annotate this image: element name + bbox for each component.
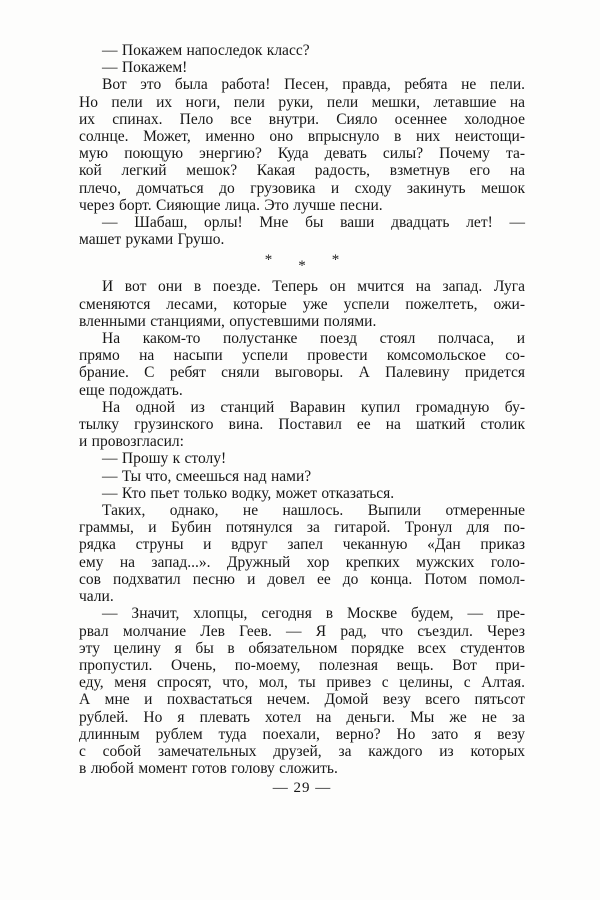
text-line: брание. С ребят сняли выговоры. А Палевину придется — [79, 364, 525, 382]
text-line: вленными станциями, опустевшими полями. — [79, 312, 377, 330]
text-line: А мне и похвастаться нечем. Домой везу всего пятьсот — [79, 691, 525, 709]
section-separator — [79, 248, 525, 278]
text-line: еду, меня спросят, что, мол, ты привез с целины, с Алтая. — [79, 674, 525, 692]
page-text — [79, 42, 525, 777]
text-line: — Ты что, смеешься над нами? — [102, 467, 312, 485]
text-line: — Значит, хлопцы, сегодня в Москве будем, — пре- — [102, 605, 525, 623]
text-line: еще подождать. — [79, 381, 183, 399]
text-line: сменяются лесами, которые уже успели пожелтеть, ожи- — [79, 295, 525, 313]
asterisk-icon: * — [298, 258, 306, 275]
text-line: На одной из станций Варавин купил громадную бу- — [102, 398, 525, 416]
text-line: в любой момент готов голову сложить. — [79, 760, 338, 778]
text-line: рвал молчание Лев Геев. — Я рад, что съездил. Через — [79, 622, 525, 640]
text-line: — Прошу к столу! — [102, 450, 227, 468]
text-line: через борт. Сияющие лица. Это лучше песни. — [79, 196, 383, 214]
text-line: Таких, однако, не нашлось. Выпили отмеренные — [102, 502, 525, 520]
text-line: их спинах. Пело все внутри. Сияло осеннее холодное — [79, 110, 525, 128]
text-line: рядка струны и вдруг запел чеканную «Дан приказ — [79, 536, 525, 554]
text-line: чали. — [79, 588, 114, 606]
text-line: машет руками Грушо. — [79, 231, 225, 249]
text-line: пропустил. Очень, по-моему, полезная вещь. Вот при- — [79, 656, 525, 674]
text-line: прямо на насыпи успели провести комсомольское со- — [79, 347, 525, 365]
text-line: солнце. Может, именно оно впрыснуло в них неистощи- — [79, 128, 525, 146]
text-line: На каком-то полустанке поезд стоял полчаса, и — [102, 330, 525, 348]
text-line: ему на запад...». Дружный хор крепких мужских голо- — [79, 553, 525, 571]
text-line: и провозгласил: — [79, 433, 184, 451]
text-line: И вот они в поезде. Теперь он мчится на запад. Луга — [102, 278, 525, 296]
text-line: — Покажем напоследок класс? — [102, 42, 310, 59]
asterisk-icon: * — [331, 252, 340, 269]
text-line: эту целину я бы в обязательном порядке всех студентов — [79, 639, 525, 657]
text-line: длинным рублем туда поехали, верно? Но зато я везу — [79, 725, 525, 743]
text-line: — Шабаш, орлы! Мне бы ваши двадцать лет! — — [102, 214, 525, 232]
text-line: Вот это была работа! Песен, правда, ребята не пели. — [102, 76, 525, 94]
text-line: кой легкий мешок? Какая радость, взметнув его на — [79, 162, 525, 180]
text-line: сов подхватил песню и довел ее до конца. Потом помол- — [79, 570, 525, 588]
text-line: тылку грузинского вина. Поставил ее на шаткий столик — [79, 416, 525, 434]
text-line: граммы, и Бубин потянулся за гитарой. Тронул для по- — [79, 519, 525, 537]
page-number: — 29 — — [272, 780, 332, 796]
text-line: рублей. Но я плевать хотел на деньги. Мы же не за — [79, 708, 525, 726]
text-line: — Покажем! — [102, 59, 188, 77]
text-line: с собой замечательных друзей, за каждого из которых — [79, 742, 525, 760]
text-line: — Кто пьет только водку, может отказаться. — [102, 484, 395, 502]
text-line: Но пели их ноги, пели руки, пели мешки, летавшие на — [79, 93, 525, 111]
asterisk-icon: * — [264, 252, 273, 269]
text-line: плечо, домчаться до грузовика и сходу закинуть мешок — [79, 179, 525, 197]
text-line: мую поющую энергию? Куда девать силы? Почему та- — [79, 145, 525, 163]
